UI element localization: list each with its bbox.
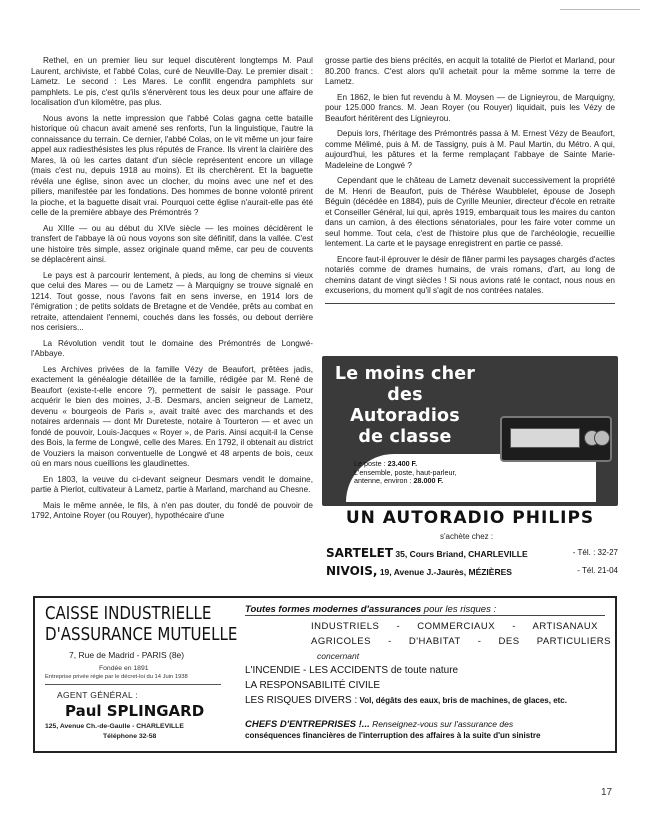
- risk-categories: AGRICOLES - D'HABITAT - DES PARTICULIERS: [311, 636, 611, 647]
- risk-line: LA RESPONSABILITÉ CIVILE: [245, 680, 381, 691]
- ad-dark-banner: [322, 356, 618, 506]
- ad-brand-name: UN AUTORADIO PHILIPS: [345, 508, 595, 528]
- article-paragraph: Mais le même année, le fils, à n'en pas douter, du fondé de pouvoir de 1792, Antoine Royer (ou Rouyer), hypothécaire d'une: [31, 500, 313, 520]
- article-paragraph: Cependant que le château de Lametz devenait successivement la propriété de M. Henri de Beaufort, puis de Thérèse Waubblelet, épouse de Joseph Béguin (décédée en 1884), puis de Cyrille Meunier, directeur d'école en retraite et Conseiller Général, lui qui, après 1919, embarquait tous les maires du canton dans un camion, à des élections sénatoriales, pour les faire voter comme un seul homme. Tout cela, c'est de l'histoire plus que de l'archéologie, recueillie lentement. La carte et le paysage enregistrent en partie ce passé.: [325, 176, 615, 248]
- risk-line: LES RISQUES DIVERS : Vol, dégâts des eaux, bris de machines, de glaces, etc.: [245, 695, 567, 706]
- agent-phone: Téléphone 32-58: [103, 733, 157, 740]
- article-paragraph: grosse partie des biens précités, en acquit la totalité de Pierlot et Marland, pour 80.200 francs. C'est alors qu'il achetait pour la même somme la terre de Lametz.: [325, 56, 615, 86]
- insurance-ad-left: [35, 598, 238, 751]
- page-corner-rule: [560, 0, 640, 10]
- article-left-column: [31, 56, 313, 527]
- ad-subline: s'achète chez :: [440, 532, 494, 541]
- ad-price-block: Le poste : 23.400 F. L'ensemble, poste, haut-parleur, antenne, environ : 28.000 F.: [354, 459, 457, 486]
- insurance-ad: [33, 596, 617, 753]
- radio-dial: [510, 428, 580, 448]
- article-paragraph: Au XIIIe — ou au début du XIVe siècle — les moines décidèrent le transfert de l'abbaye là où nous voyons son site définitif, dans la vallée. C'est une histoire très simple, assez originale quand même, car peu de couvents se déplacèrent ainsi.: [31, 223, 313, 264]
- insurance-company-name: CAISSE INDUSTRIELLE D'ASSURANCE MUTUELLE: [45, 604, 238, 645]
- decree-line: Entreprise privée régie par le décret-loi du 14 Juin 1938: [45, 674, 188, 680]
- risk-line: L'INCENDIE - LES ACCIDENTS de toute nature: [245, 665, 459, 676]
- column-end-rule: [325, 303, 615, 304]
- company-address: 7, Rue de Madrid - PARIS (8e): [69, 650, 185, 660]
- radio-knob: [594, 430, 610, 446]
- car-radio-image: [500, 416, 612, 462]
- ad-headline: Le moins cher des Autoradios de classe: [334, 364, 476, 447]
- article-right-column: [325, 56, 615, 304]
- founded-line: Fondée en 1891: [99, 665, 149, 672]
- article-paragraph: En 1803, la veuve du ci-devant seigneur Desmars vendit le domaine, partie à Pierlot, cultivateur à Lametz, partie à Marland, marchand au Chesne.: [31, 474, 313, 494]
- divider: [45, 684, 221, 685]
- dealer-line: SARTELET 35, Cours Briand, CHARLEVILLE - Tél. : 32-27: [326, 546, 618, 560]
- concernant-label: concernant: [317, 651, 360, 661]
- article-paragraph: Depuis lors, l'héritage des Prémontrés passa à M. Ernest Vézy de Beaufort, comme Mélimé, puis à M. de Tassigny, puis à M. Paul Martin, du Métro. A qui, aujourd'hui, les pâtures et la ferme remplaçant l'abbaye de Sainte Marie-Madeleine de Longwé ?: [325, 129, 615, 170]
- philips-autoradio-ad: [322, 356, 618, 588]
- agent-name: Paul SPLINGARD: [65, 702, 205, 720]
- article-paragraph: La Révolution vendit tout le domaine des Prémontrés de Longwé-l'Abbaye.: [31, 338, 313, 358]
- consequences-line: conséquences financières de l'interruption des affaires à la suite d'un sinistre: [245, 731, 541, 740]
- insurance-ad-right: [241, 598, 615, 751]
- article-paragraph: En 1862, le bien fut revendu à M. Moysen — de Lignieyrou, de Marquigny, pour 125.000 francs. M. Jean Royer (ou Rouyer) liquidait, puis les Vézy de Beaufort héritèrent des Lignieyrou.: [325, 92, 615, 123]
- article-paragraph: Nous avons la nette impression que l'abbé Colas gagna cette bataille historique où chacun avait amené ses renforts, l'un la linguistique, l'autre la connaissance du terrain. Ce dernier, l'abbé Colas, on le vit même un jour faire appel aux radiesthésistes les plus réputés de France. Ils virent la clairière des Mares, là où les cartes datant d'un siècle représentent encore un village (mais c'est nu, depuis 1918 au moins). Et ils cherchèrent. Et la baguette révéla une église, sinon avec un clocher, du moins avec une nef et des piliers, manifestée par les fondations. Des hommes de bonne volonté prirent la pioche, et la baguette disait vrai. Pourquoi cette église n'aurait-elle pas été celle de la première abbaye des Prémontrés ?: [31, 113, 313, 217]
- agent-label: AGENT GÉNÉRAL :: [57, 690, 139, 700]
- insurance-heading: Toutes formes modernes d'assurances pour les risques :: [245, 604, 497, 615]
- dealer-line: NIVOIS, 19, Avenue J.-Jaurès, MÉZIÈRES - Tél. 21-04: [326, 564, 618, 578]
- article-paragraph: Le pays est à parcourir lentement, à pieds, au long de chemins si vieux que celui des Mares — ou de Lametz — à Marquigny se trouve signalé en 1214. Tout gosse, nous l'avons fait en sens inverse, en 1914 lors de l'émigration ; de petits soldats de Bretagne et de Vendée, prêts au combat en retraite, attendaient l'ennemi, couchés dans les fossés, ou debout derrière nos cerisiers...: [31, 270, 313, 332]
- page-number: 17: [601, 787, 613, 798]
- article-paragraph: Les Archives privées de la famille Vézy de Beaufort, prêtées jadis, exactement la généalogie détaillée de la famille, rédigée par M. René de Beaufort (existe-t-elle encore ?), permettent de saisir le passage. Pour acquérir le bien des moines, J.-B. Desmars, ancien seigneur de Lametz, devenu « bourgeois de Paris », avait traité avec des marchands et des notaires ardennais — dont Mr Dureteste, notaire à Tourteron — et avec un fondé de pouvoir, Louis-Jacques « Royer », de Paris. Ainsi acquit-il la Cense des Bois, la ferme de Longwé, celle des Mares. En 1792, il obtenait au district de Vouziers la maison conventuelle de Longwé et 48 arpents de bois, ceux où en mars nous cueillions les glaudinettes.: [31, 364, 313, 468]
- article-paragraph: Encore faut-il éprouver le désir de flâner parmi les paysages chargés d'actes notariés comme de drames humains, de vrais romans, d'art, au long de chemins datant de vingt siècles ! Si nous avions raté le contact, nous nous en excuserions, du moment qu'il s'agit de nos contrées natales.: [325, 254, 615, 295]
- article-paragraph: Rethel, en un premier lieu sur lequel discutèrent longtemps M. Paul Laurent, archiviste, et l'abbé Colas, curé de Neuville-Day. Le premier disait : Lametz. Le second : Les Mares. Le conflit engendra pamphlets sur pamphlets. Le pis, c'est qu'ils s'énervèrent tous les deux pour une affaire de localisation d'un kilomètre, pas plus.: [31, 56, 313, 107]
- chefs-line: CHEFS D'ENTREPRISES !... Renseignez-vous sur l'assurance des: [245, 719, 514, 730]
- risk-categories: INDUSTRIELS - COMMERCIAUX - ARTISANAUX: [311, 621, 599, 632]
- divider: [245, 615, 605, 616]
- agent-address: 125, Avenue Ch.-de-Gaulle - CHARLEVILLE: [45, 723, 184, 730]
